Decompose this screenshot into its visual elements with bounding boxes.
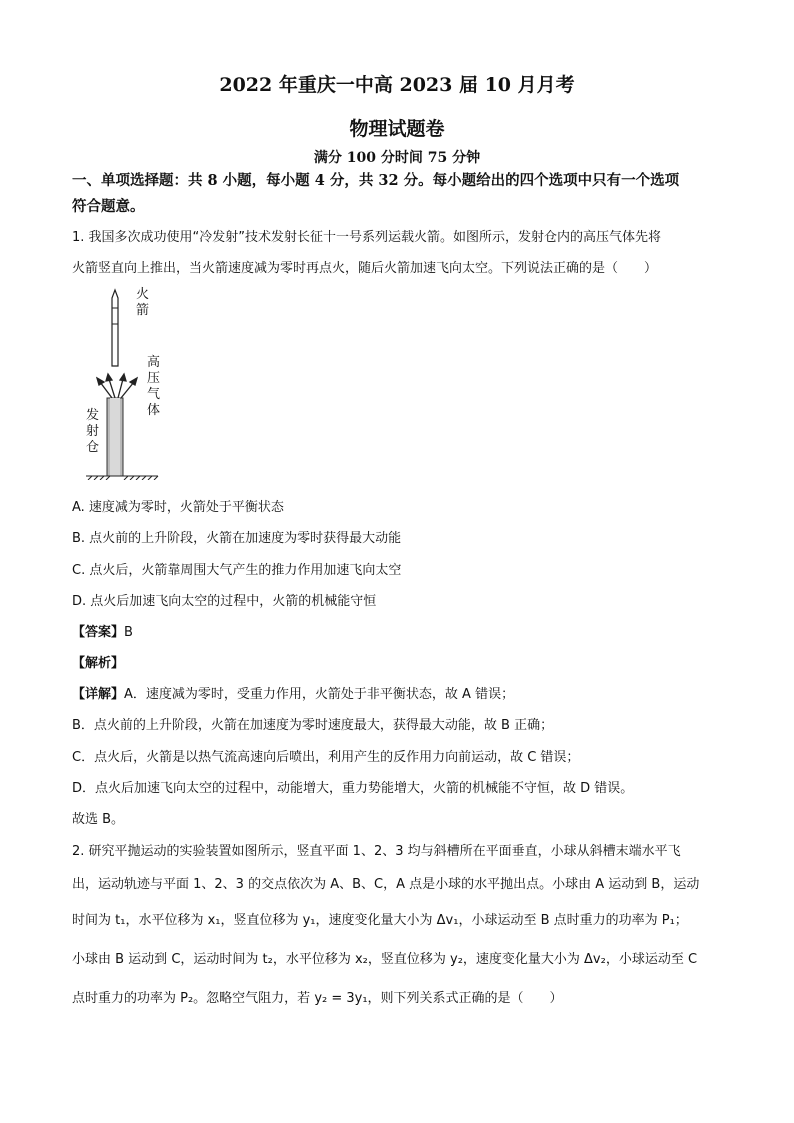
gas-arrows-icon bbox=[97, 374, 137, 398]
q1-detail-line4: D．点火后加速飞向太空的过程中，动能增大，重力势能增大，火箭的机械能不守恒，故 D 错误。 bbox=[72, 781, 634, 796]
q1-detail-line2: B．点火前的上升阶段，火箭在加速度为零时速度最大，获得最大动能，故 B 正确； bbox=[72, 718, 554, 733]
section-heading-line1: 一、单项选择题：共 8 小题，每小题 4 分，共 32 分。每小题给出的四个选项中只有一个选项 bbox=[72, 172, 680, 189]
q2-line1: 2. 研究平抛运动的实验装置如图所示，竖直平面 1、2、3 均与斜槽所在平面垂直，小球从斜槽末端水平飞 bbox=[72, 844, 681, 859]
answer-tag: 【答案】 bbox=[72, 625, 125, 640]
q2-line3: 时间为 t₁，水平位移为 x₁，竖直位移为 y₁，速度变化量大小为 Δv₁，小球运动至 B 点时重力的功率为 P₁； bbox=[72, 913, 688, 928]
q1-option-b: B. 点火前的上升阶段，火箭在加速度为零时获得最大动能 bbox=[72, 531, 402, 546]
subject-title: 物理试题卷 bbox=[349, 118, 445, 140]
answer-value: B bbox=[124, 625, 133, 640]
label-launch-silo: 发射仓 bbox=[86, 408, 100, 455]
q1-answer bbox=[72, 621, 133, 640]
q1-stem-line1: 1. 我国多次成功使用“冷发射”技术发射长征十一号系列运载火箭。如图所示，发射仓内的高压气体先将 bbox=[72, 230, 662, 245]
detail-tag: 【详解】 bbox=[72, 687, 125, 702]
q1-conclusion: 故选 B。 bbox=[72, 812, 125, 827]
label-rocket: 火箭 bbox=[136, 287, 150, 318]
q2-line5: 点时重力的功率为 P₂。忽略空气阻力，若 y₂ = 3y₁，则下列关系式正确的是（ ） bbox=[72, 991, 563, 1006]
q1-stem-line2: 火箭竖直向上推出，当火箭速度减为零时再点火，随后火箭加速飞向太空。下列说法正确的是（ ） bbox=[72, 261, 658, 276]
detail-text-a: A．速度减为零时，受重力作用，火箭处于非平衡状态，故 A 错误； bbox=[124, 687, 515, 702]
q1-option-c: C. 点火后，火箭靠周围大气产生的推力作用加速飞向太空 bbox=[72, 563, 402, 578]
section-heading-line2: 符合题意。 bbox=[72, 198, 145, 215]
launch-silo bbox=[107, 398, 123, 476]
label-high-pressure-gas: 高压气体 bbox=[147, 355, 161, 418]
q1-option-d: D. 点火后加速飞向太空的过程中，火箭的机械能守恒 bbox=[72, 594, 377, 609]
q1-analysis-tag: 【解析】 bbox=[72, 656, 125, 671]
q1-detail-line1 bbox=[72, 683, 514, 702]
q1-option-a: A. 速度减为零时，火箭处于平衡状态 bbox=[72, 500, 284, 515]
q2-line2: 出，运动轨迹与平面 1、2、3 的交点依次为 A、B、C，A 点是小球的水平抛出点。小球由 A 运动到 B，运动 bbox=[72, 877, 700, 892]
section-heading bbox=[72, 168, 732, 220]
exam-title: 2022 年重庆一中高 2023 届 10 月月考 bbox=[219, 74, 575, 96]
q2-line4: 小球由 B 运动到 C，运动时间为 t₂，水平位移为 x₂，竖直位移为 y₂，速度变化量大小为 Δv₂，小球运动至 C bbox=[72, 952, 698, 967]
rocket-icon bbox=[112, 290, 118, 366]
q1-detail-line3: C．点火后，火箭是以热气流高速向后喷出，利用产生的反作用力向前运动，故 C 错误； bbox=[72, 750, 580, 765]
ground bbox=[86, 476, 158, 480]
score-time: 满分 100 分时间 75 分钟 bbox=[313, 150, 481, 166]
